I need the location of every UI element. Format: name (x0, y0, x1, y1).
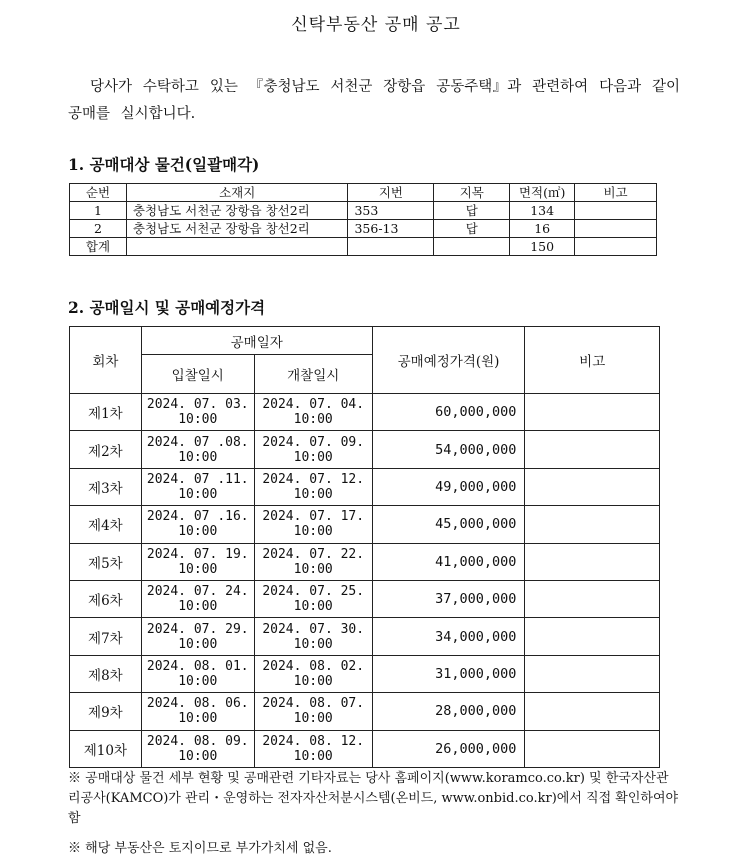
header-area: 면적(㎡) (510, 184, 575, 202)
open-date-cell-date: 2024. 08. 07. (262, 696, 365, 712)
open-date-cell-time: 10:00 (293, 599, 333, 615)
open-date-cell-date: 2024. 07. 22. (262, 546, 365, 562)
price-cell: 54,000,000 (372, 431, 525, 468)
total-row (70, 238, 657, 256)
bid-date-cell-time: 10:00 (178, 599, 218, 615)
row-category: 답 (434, 202, 510, 220)
header-lot: 지번 (348, 184, 434, 202)
open-date-cell-time: 10:00 (293, 636, 333, 652)
header-remark: 비고 (525, 327, 660, 394)
open-date-cell-time: 10:00 (293, 748, 333, 764)
header-schedule: 공매일자 (141, 327, 372, 355)
bid-date-cell-time: 10:00 (178, 561, 218, 577)
bid-date-cell (141, 655, 254, 692)
price-cell: 28,000,000 (372, 693, 525, 730)
round-cell: 제3차 (70, 468, 142, 505)
round-cell: 제8차 (70, 655, 142, 692)
intro-paragraph: 당사가 수탁하고 있는 『충청남도 서천군 장항읍 공동주택』과 관련하여 다음과 같이 공매를 실시합니다. (68, 79, 680, 122)
open-date-cell-time: 10:00 (293, 449, 333, 465)
row-no: 1 (70, 202, 127, 220)
note-vat: ※ 해당 부동산은 토지이므로 부가가치세 없음. (68, 841, 332, 856)
bid-date-cell-time: 10:00 (178, 673, 218, 689)
remark-cell (525, 431, 660, 468)
open-date-cell-date: 2024. 07. 04. (262, 397, 365, 413)
bid-date-cell-time: 10:00 (178, 636, 218, 652)
open-date-cell-date: 2024. 07. 25. (262, 584, 365, 600)
bid-date-cell (141, 431, 254, 468)
row-lot: 353 (348, 202, 434, 220)
header-no: 순번 (70, 184, 127, 202)
table-row (70, 394, 660, 431)
round-cell: 제7차 (70, 618, 142, 655)
table-row (70, 693, 660, 730)
open-date-cell (254, 693, 372, 730)
open-date-cell-date: 2024. 08. 02. (262, 658, 365, 674)
open-date-cell (254, 543, 372, 580)
open-date-cell-date: 2024. 08. 12. (262, 733, 365, 749)
section1-heading: 1. 공매대상 물건(일괄매각) (68, 155, 260, 174)
table-row (70, 431, 660, 468)
bid-date-cell (141, 693, 254, 730)
round-cell: 제9차 (70, 693, 142, 730)
row-area: 134 (510, 202, 575, 220)
table-row (70, 543, 660, 580)
row-location: 충청남도 서천군 장항읍 창선2리 (126, 202, 348, 220)
table-row (70, 220, 657, 238)
open-date-cell (254, 618, 372, 655)
open-date-cell-time: 10:00 (293, 486, 333, 502)
open-date-cell-date: 2024. 07. 09. (262, 434, 365, 450)
bid-date-cell-date: 2024. 07. 19. (146, 546, 249, 562)
bid-date-cell (141, 580, 254, 617)
bid-date-cell-time: 10:00 (178, 524, 218, 540)
price-cell: 37,000,000 (372, 580, 525, 617)
table-row (70, 618, 660, 655)
bid-date-cell (141, 730, 254, 767)
price-cell: 41,000,000 (372, 543, 525, 580)
bid-date-cell-date: 2024. 07 .11. (146, 471, 249, 487)
row-area: 16 (510, 220, 575, 238)
bid-date-cell-date: 2024. 07. 24. (146, 584, 249, 600)
bid-date-cell-date: 2024. 07 .08. (146, 434, 249, 450)
property-table (69, 183, 657, 256)
remark-cell (525, 506, 660, 543)
open-date-cell (254, 394, 372, 431)
open-date-cell-date: 2024. 07. 17. (262, 509, 365, 525)
table-row (70, 580, 660, 617)
bid-date-cell (141, 468, 254, 505)
bid-date-cell-time: 10:00 (178, 449, 218, 465)
price-cell: 26,000,000 (372, 730, 525, 767)
open-date-cell-time: 10:00 (293, 561, 333, 577)
open-date-cell (254, 468, 372, 505)
price-cell: 31,000,000 (372, 655, 525, 692)
price-cell: 45,000,000 (372, 506, 525, 543)
bid-date-cell-date: 2024. 08. 06. (146, 696, 249, 712)
row-remark (575, 202, 657, 220)
price-cell: 60,000,000 (372, 394, 525, 431)
open-date-cell-date: 2024. 07. 12. (262, 471, 365, 487)
remark-cell (525, 730, 660, 767)
row-location: 충청남도 서천군 장항읍 창선2리 (126, 220, 348, 238)
open-date-cell (254, 730, 372, 767)
round-cell: 제5차 (70, 543, 142, 580)
bid-date-cell-time: 10:00 (178, 412, 218, 428)
header-price: 공매예정가격(원) (372, 327, 525, 394)
bid-date-cell (141, 618, 254, 655)
round-cell: 제1차 (70, 394, 142, 431)
open-date-cell (254, 580, 372, 617)
open-date-cell-time: 10:00 (293, 412, 333, 428)
row-lot: 356-13 (348, 220, 434, 238)
price-cell: 49,000,000 (372, 468, 525, 505)
row-remark (575, 220, 657, 238)
note-materials: ※ 공매대상 물건 세부 현황 및 공매관련 기타자료는 당사 홈페이지(www.koramco.co.kr) 및 한국자산관리공사(KAMCO)가 관리・운영하는 전자자산처분시스템(온비드, www.onbid.co.kr)에서 직접 확인하여야 함 (68, 771, 679, 826)
remark-cell (525, 618, 660, 655)
round-cell: 제10차 (70, 730, 142, 767)
bid-date-cell-date: 2024. 08. 09. (146, 733, 249, 749)
round-cell: 제6차 (70, 580, 142, 617)
table-row (70, 655, 660, 692)
remark-cell (525, 543, 660, 580)
table-row (70, 730, 660, 767)
bid-date-cell (141, 506, 254, 543)
round-cell: 제4차 (70, 506, 142, 543)
header-round: 회차 (70, 327, 142, 394)
bid-date-cell-date: 2024. 07. 29. (146, 621, 249, 637)
bid-date-cell-date: 2024. 07 .16. (146, 509, 249, 525)
remark-cell (525, 394, 660, 431)
bid-date-cell-time: 10:00 (178, 486, 218, 502)
round-cell: 제2차 (70, 431, 142, 468)
open-date-cell (254, 506, 372, 543)
open-date-cell-time: 10:00 (293, 673, 333, 689)
table-header-row (70, 184, 657, 202)
open-date-cell-date: 2024. 07. 30. (262, 621, 365, 637)
header-remark: 비고 (575, 184, 657, 202)
auction-schedule-table (69, 326, 660, 768)
remark-cell (525, 655, 660, 692)
header-category: 지목 (434, 184, 510, 202)
total-area: 150 (510, 238, 575, 256)
document-title: 신탁부동산 공매 공고 (291, 15, 461, 35)
remark-cell (525, 580, 660, 617)
bid-date-cell (141, 543, 254, 580)
schedule-header-row (70, 327, 660, 355)
remark-cell (525, 693, 660, 730)
header-bid-date: 입찰일시 (141, 355, 254, 394)
bid-date-cell-date: 2024. 07. 03. (146, 397, 249, 413)
header-open-date: 개찰일시 (254, 355, 372, 394)
bid-date-cell-date: 2024. 08. 01. (146, 658, 249, 674)
header-location: 소재지 (126, 184, 348, 202)
bid-date-cell-time: 10:00 (178, 711, 218, 727)
row-category: 답 (434, 220, 510, 238)
bid-date-cell-time: 10:00 (178, 748, 218, 764)
open-date-cell-time: 10:00 (293, 524, 333, 540)
bid-date-cell (141, 394, 254, 431)
section2-heading: 2. 공매일시 및 공매예정가격 (68, 298, 266, 317)
price-cell: 34,000,000 (372, 618, 525, 655)
remark-cell (525, 468, 660, 505)
table-row (70, 506, 660, 543)
row-no: 2 (70, 220, 127, 238)
open-date-cell (254, 431, 372, 468)
total-label: 합계 (70, 238, 127, 256)
table-row (70, 468, 660, 505)
open-date-cell-time: 10:00 (293, 711, 333, 727)
open-date-cell (254, 655, 372, 692)
table-row (70, 202, 657, 220)
